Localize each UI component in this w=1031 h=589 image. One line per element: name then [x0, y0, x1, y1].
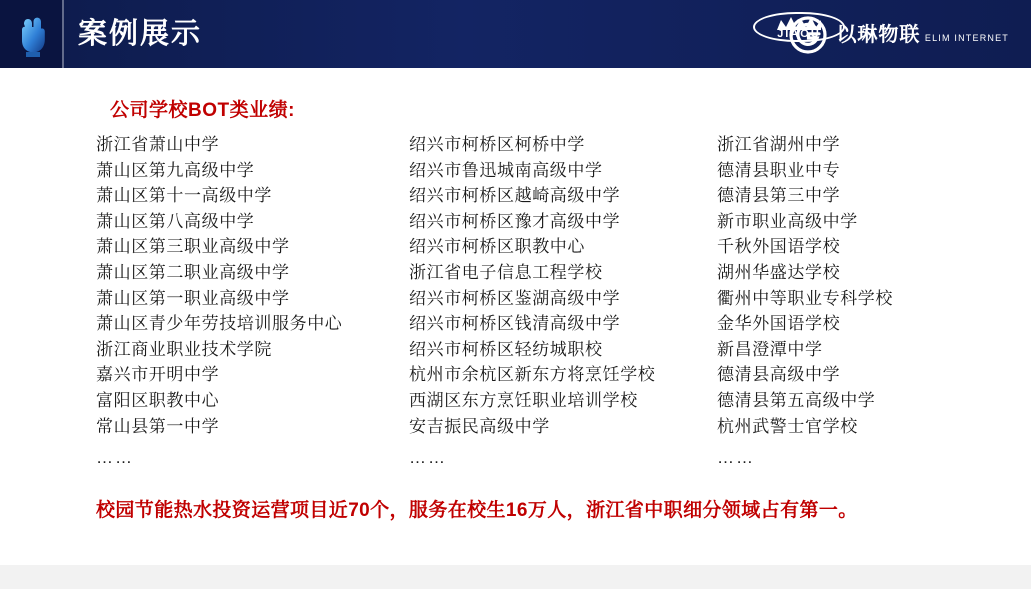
list-item: 德清县第三中学 [717, 186, 841, 206]
list-item: 常山县第一中学 [96, 416, 220, 436]
elim-logo-cn: 以琳物联 [836, 24, 921, 46]
elim-logo-text [836, 24, 1009, 46]
list-item: 萧山区第十一高级中学 [96, 186, 272, 206]
elim-g-icon [789, 16, 827, 54]
list-item: 绍兴市柯桥区鉴湖高级中学 [409, 288, 621, 308]
list-item: 绍兴市柯桥区钱清高级中学 [409, 314, 621, 334]
list-item: 萧山区第九高级中学 [96, 160, 255, 180]
school-list-column [409, 132, 717, 471]
list-item: 金华外国语学校 [717, 314, 841, 334]
list-item: 萧山区第一职业高级中学 [96, 288, 290, 308]
list-item: 湖州华盛达学校 [717, 262, 841, 282]
list-item: 衢州中等职业专科学校 [717, 288, 893, 308]
list-item: 绍兴市柯桥区柯桥中学 [409, 135, 585, 154]
school-list-column [96, 132, 409, 471]
list-item: 德清县高级中学 [717, 365, 841, 385]
list-item: 杭州武警士官学校 [717, 416, 858, 436]
list-item: 萧山区青少年劳技培训服务中心 [96, 314, 343, 334]
slide-content [0, 68, 1031, 565]
list-item: 浙江商业职业技术学院 [96, 339, 272, 359]
list-item: 杭州市余杭区新东方将烹饪学校 [409, 365, 656, 385]
list-item: 德清县职业中专 [717, 160, 841, 180]
bottom-band [0, 565, 1031, 589]
list-item: 萧山区第八高级中学 [96, 211, 255, 231]
list-item: 浙江省萧山中学 [96, 135, 220, 154]
list-item: 萧山区第二职业高级中学 [96, 262, 290, 282]
slide-header [0, 0, 1031, 68]
list-item: 安吉振民高级中学 [409, 416, 550, 436]
list-item: 千秋外国语学校 [717, 237, 841, 257]
section-title: 公司学校BOT类业绩: [110, 100, 295, 121]
list-item: 德清县第五高级中学 [717, 390, 876, 410]
list-item: 绍兴市鲁迅城南高级中学 [409, 160, 603, 180]
list-item: 萧山区第三职业高级中学 [96, 237, 290, 257]
list-item: 西湖区东方烹饪职业培训学校 [409, 390, 638, 410]
list-item: 绍兴市柯桥区越崎高级中学 [409, 186, 621, 206]
summary-note: 校园节能热水投资运营项目近70个，服务在校生16万人，浙江省中职细分领域占有第一。 [96, 500, 858, 521]
list-item: 嘉兴市开明中学 [96, 365, 220, 385]
list-ellipsis: …… [409, 448, 447, 468]
list-ellipsis: …… [717, 448, 755, 468]
list-item: 绍兴市柯桥区豫才高级中学 [409, 211, 621, 231]
list-item: 富阳区职教中心 [96, 390, 220, 410]
list-item: 绍兴市柯桥区职教中心 [409, 237, 585, 257]
school-list-column [717, 132, 986, 471]
list-item: 浙江省电子信息工程学校 [409, 262, 603, 282]
jiaou-logo-text: JIAOU [777, 28, 821, 40]
list-item: 新昌澄潭中学 [717, 339, 823, 359]
page-title: 案例展示 [78, 18, 203, 50]
logo-elim [789, 14, 1009, 56]
header-divider [62, 0, 64, 68]
list-item: 绍兴市柯桥区轻纺城职校 [409, 339, 603, 359]
fist-icon [17, 10, 47, 58]
elim-logo-en: ELIM INTERNET [924, 33, 1009, 43]
school-list-columns [96, 132, 986, 471]
list-ellipsis: …… [96, 448, 134, 468]
header-left-block [0, 0, 62, 68]
list-item: 浙江省湖州中学 [717, 135, 841, 154]
list-item: 新市职业高级中学 [717, 211, 858, 231]
